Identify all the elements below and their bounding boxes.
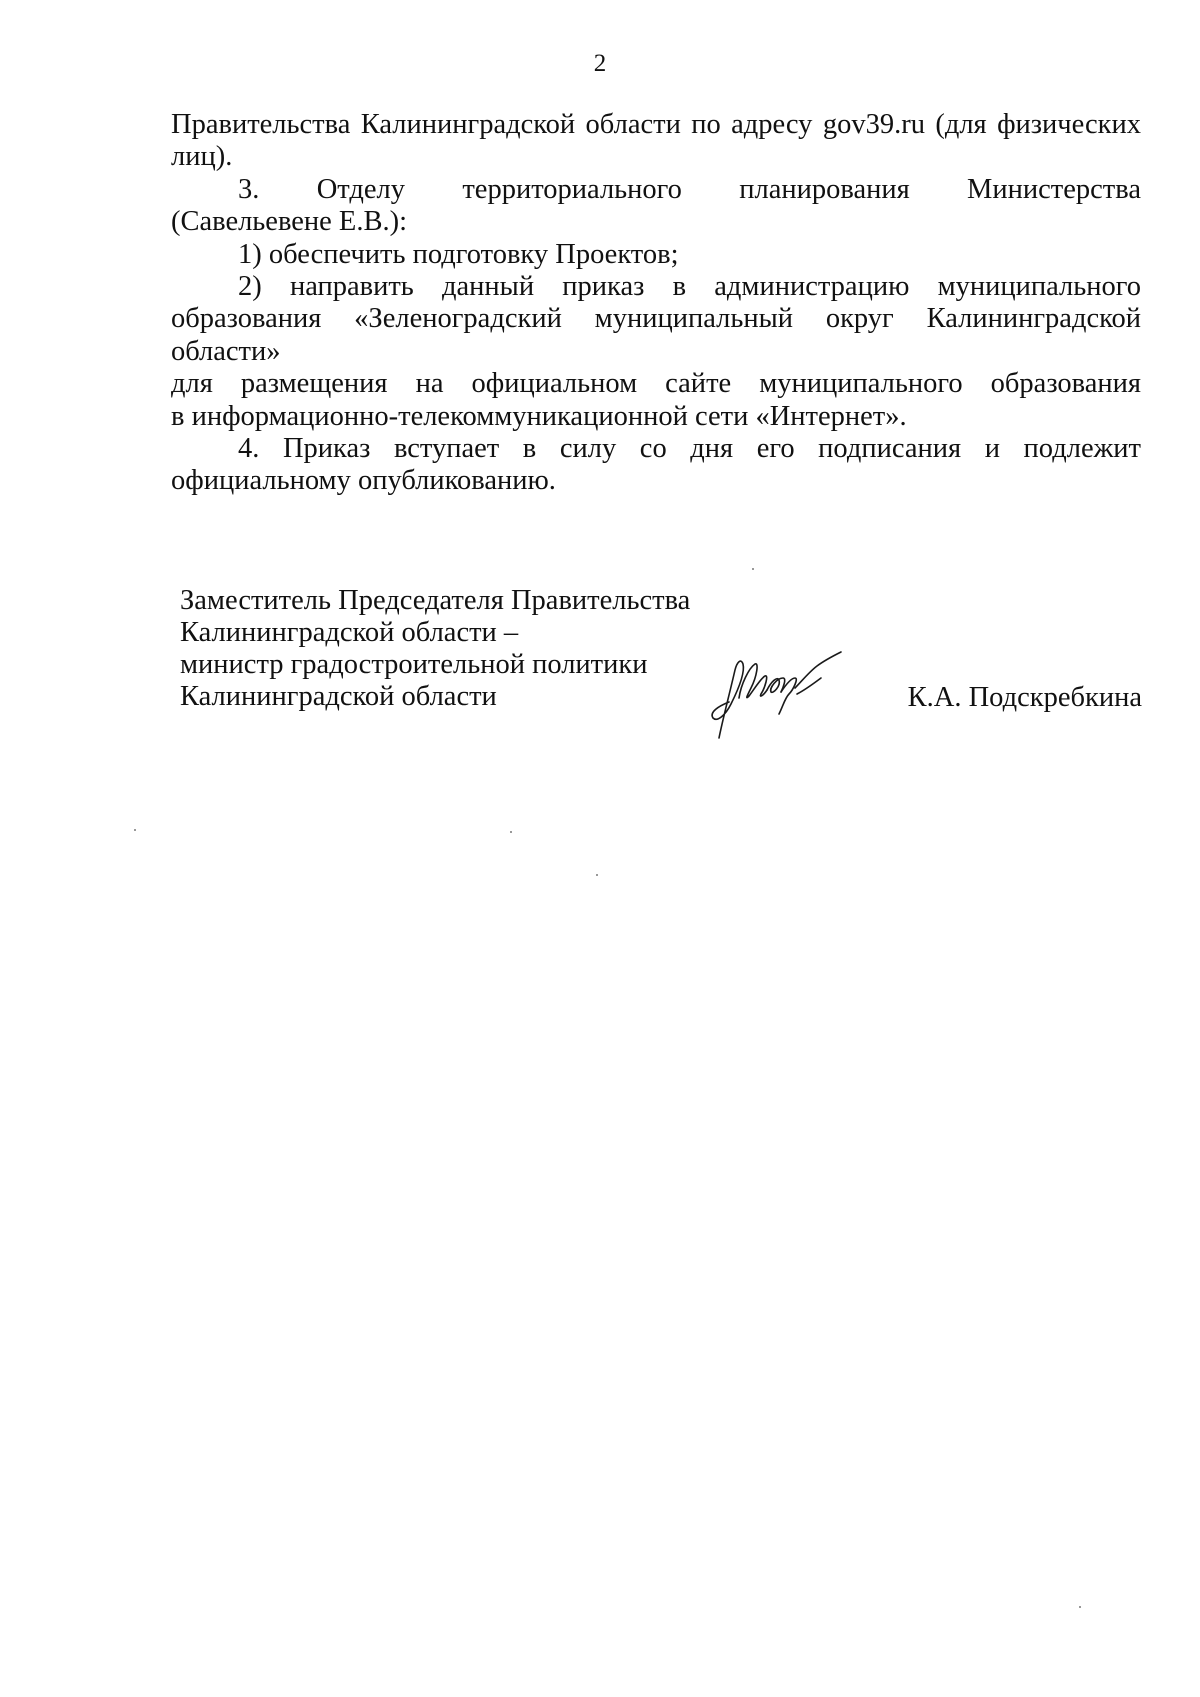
signatory-title-line-1: Заместитель Председателя Правительства	[180, 585, 691, 616]
document-body	[171, 109, 1141, 498]
paragraph-3-2-line-4: в информационно-телекоммуникационной сети «Интернет».	[171, 400, 907, 432]
paragraph-3-line-1: 3. Отделу территориального планирования Министерства	[238, 173, 1141, 205]
scan-speck	[510, 831, 512, 833]
page-number: 2	[593, 50, 607, 77]
signatory-title	[180, 585, 690, 713]
paragraph-1-line-1: Правительства Калининградской области по адресу gov39.ru (для физических	[171, 109, 1141, 140]
paragraph-3-line-2: (Савельевене Е.В.):	[171, 206, 408, 238]
paragraph-3-1: 1) обеспечить подготовку Проектов;	[238, 238, 679, 270]
handwritten-signature	[705, 648, 845, 744]
paragraph-3-2-line-1: 2) направить данный приказ в администрацию муниципального	[238, 271, 1141, 303]
scan-speck	[596, 874, 598, 876]
signatory-title-line-4: Калининградской области	[180, 681, 497, 712]
signatory-title-line-3: министр градостроительной политики	[180, 649, 648, 680]
scan-speck	[134, 829, 136, 831]
signatory-title-line-2: Калининградской области –	[180, 617, 519, 648]
paragraph-3-2-line-3: для размещения на официальном сайте муниципального образования	[171, 368, 1141, 400]
paragraph-1-line-2: лиц).	[171, 141, 233, 173]
signer-name: К.А. Подскребкина	[907, 682, 1142, 713]
paragraph-3-2-line-2: образования «Зеленоградский муниципальный округ Калининградской области»	[171, 303, 1141, 367]
scan-speck	[752, 568, 754, 570]
paragraph-4-line-2: официальному опубликованию.	[171, 465, 556, 497]
paragraph-4-line-1: 4. Приказ вступает в силу со дня его подписания и подлежит	[238, 433, 1141, 465]
scan-speck	[1079, 1606, 1081, 1608]
